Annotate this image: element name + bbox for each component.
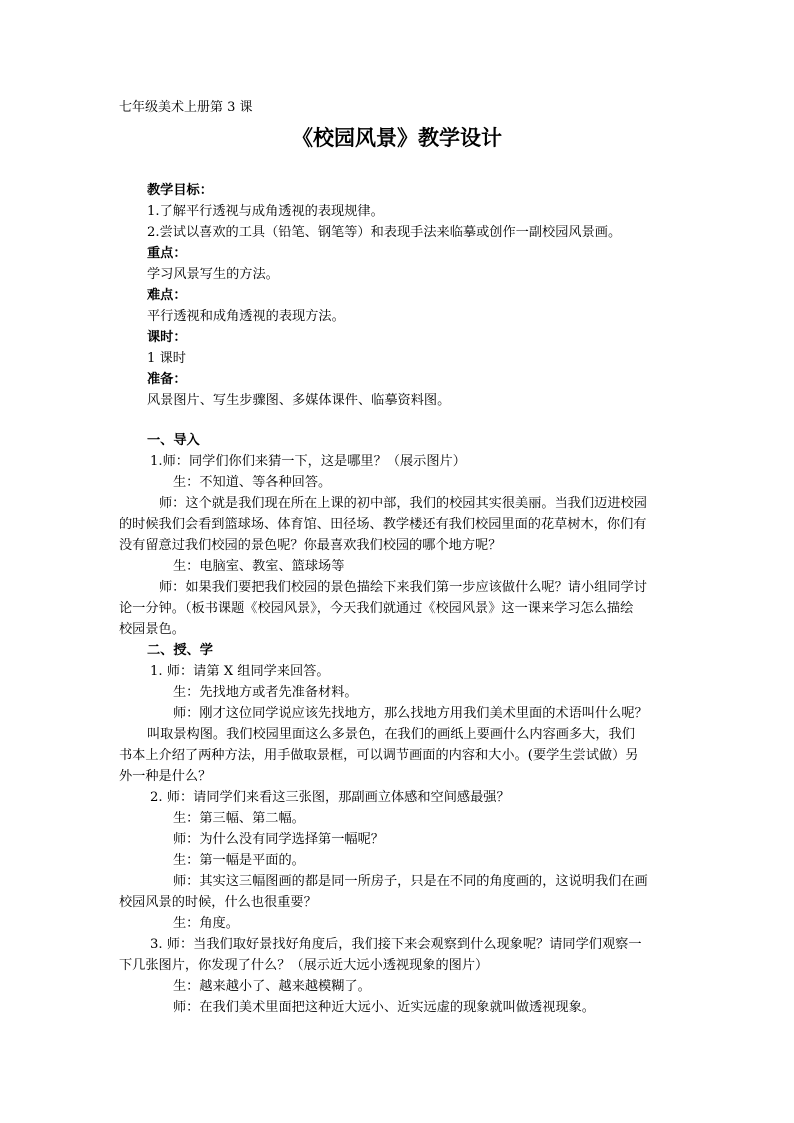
section-2-line: 生：第三幅、第二幅。 <box>173 811 305 826</box>
section-1-line: 校园景色。 <box>119 622 185 637</box>
section-1-line: 师：如果我们要把我们校园的景色描绘下来我们第一步应该做什么呢？请小组同学讨 <box>159 580 647 595</box>
key-point-heading: 重点： <box>147 246 187 261</box>
difficulty-text: 平行透视和成角透视的表现方法。 <box>147 309 345 324</box>
section-1-line: 的时候我们会看到篮球场、体育馆、田径场、教学楼还有我们校园里面的花草树木，你们有 <box>119 517 647 532</box>
section-2-line: 2. 师：请同学们来看这三张图，那副画立体感和空间感最强？ <box>150 790 510 805</box>
section-1-line: 师：这个就是我们现在所在上课的初中部，我们的校园其实很美丽。当我们迈进校园 <box>159 496 647 511</box>
section-2-line: 下几张图片，你发现了什么？（展示近大远小透视现象的图片） <box>119 958 489 973</box>
section-2-line: 师：在我们美术里面把这种近大远小、近实远虚的现象就叫做透视现象。 <box>173 1000 595 1015</box>
section-1-line: 论一分钟。（板书课题《校园风景》，今天我们就通过《校园风景》这一课来学习怎么描绘 <box>119 601 634 616</box>
period-text: 1 课时 <box>147 351 186 366</box>
section-2-line: 生：越来越小了、越来越模糊了。 <box>173 979 371 994</box>
period-heading: 课时： <box>147 330 187 345</box>
section-2-heading: 二、授、学 <box>147 643 213 658</box>
section-1-heading: 一、导入 <box>147 433 200 448</box>
section-1-line: 1.师：同学们你们来猜一下，这是哪里？（展示图片） <box>150 454 466 469</box>
prep-heading: 准备： <box>147 372 187 387</box>
section-2-line: 师：其实这三幅图画的都是同一所房子，只是在不同的角度画的，这说明我们在画 <box>173 874 648 889</box>
objectives-heading: 教学目标： <box>147 183 213 198</box>
course-label: 七年级美术上册第 3 课 <box>119 100 253 115</box>
section-2-line: 生：先找地方或者先准备材料。 <box>173 685 358 700</box>
section-2-line: 书本上介绍了两种方法，用手做取景框，可以调节画面的内容和大小。(要学生尝试做）另 <box>119 748 639 763</box>
key-point-text: 学习风景写生的方法。 <box>147 267 279 282</box>
section-1-line: 生：不知道、等各种回答。 <box>173 475 332 490</box>
page-title: 《校园风景》教学设计 <box>292 126 502 150</box>
section-2-line: 1. 师：请第 X 组同学来回答。 <box>150 664 330 679</box>
prep-text: 风景图片、写生步骤图、多媒体课件、临摹资料图。 <box>147 393 451 408</box>
section-2-line: 校园风景的时候，什么也很重要？ <box>119 895 317 910</box>
section-2-line: 3. 师：当我们取好景找好角度后，我们接下来会观察到什么现象呢？请同学们观察一 <box>150 937 642 952</box>
section-2-line: 生：第一幅是平面的。 <box>173 853 305 868</box>
section-1-line: 生：电脑室、教室、篮球场等 <box>173 559 345 574</box>
section-2-line: 外一种是什么？ <box>119 769 212 784</box>
section-2-line: 师：刚才这位同学说应该先找地方，那么找地方用我们美术里面的术语叫什么呢？ <box>173 706 648 721</box>
objective-item-1: 1.了解平行透视与成角透视的表现规律。 <box>147 204 384 219</box>
section-2-line: 生：角度。 <box>173 916 239 931</box>
section-2-line: 叫取景构图。我们校园里面这么多景色，在我们的画纸上要画什么内容画多大，我们 <box>147 727 635 742</box>
section-2-line: 师：为什么没有同学选择第一幅呢？ <box>173 832 384 847</box>
objective-item-2: 2.尝试以喜欢的工具（铅笔、钢笔等）和表现手法来临摹或创作一副校园风景画。 <box>147 225 622 240</box>
difficulty-heading: 难点： <box>147 288 187 303</box>
section-1-line: 没有留意过我们校园的景色呢？你最喜欢我们校园的哪个地方呢？ <box>119 538 502 553</box>
